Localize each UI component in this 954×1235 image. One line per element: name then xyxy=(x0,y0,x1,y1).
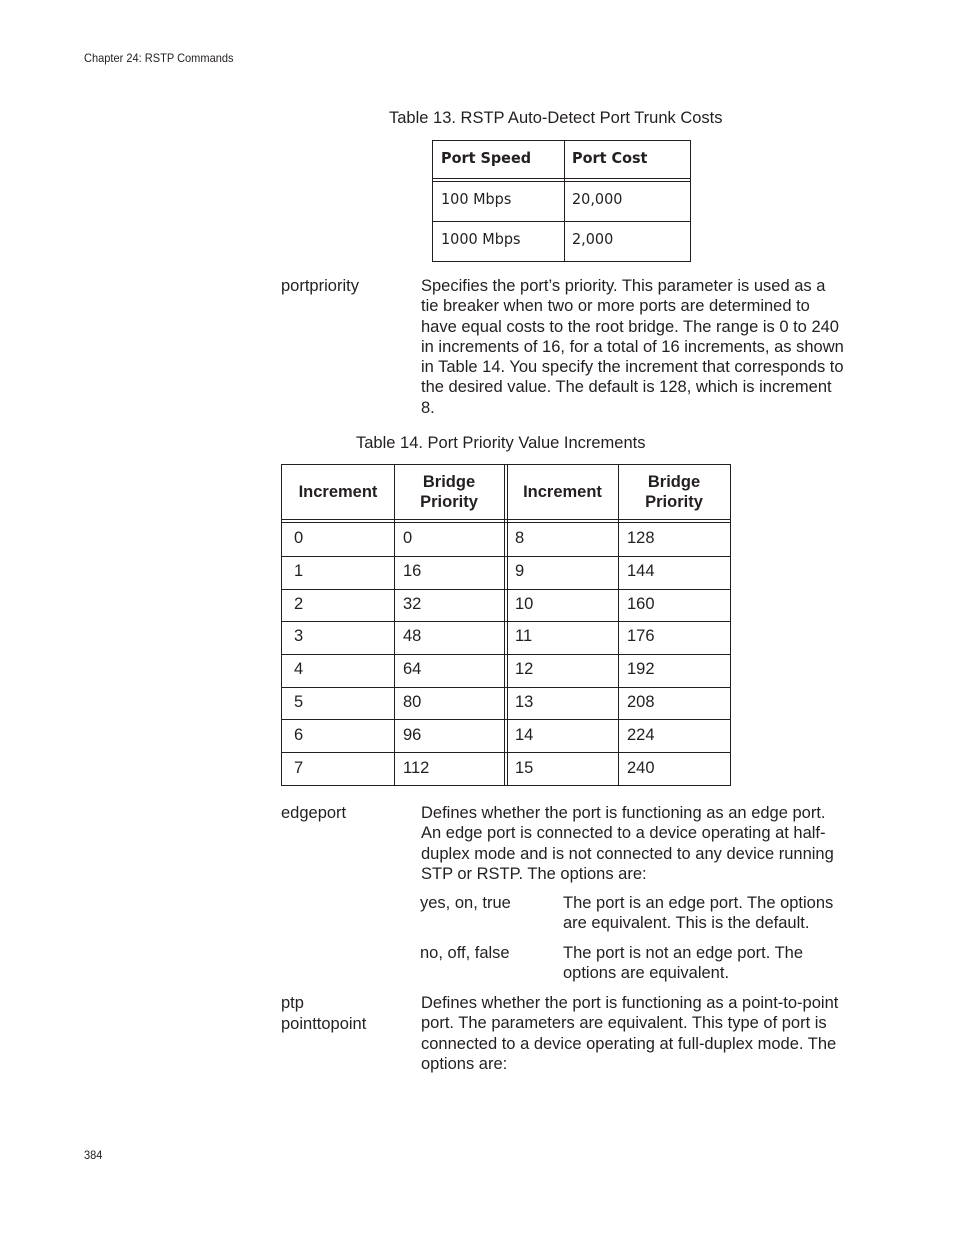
table-cell: 144 xyxy=(627,561,655,580)
table-cell: 208 xyxy=(627,693,655,711)
table-cell: 100 Mbps xyxy=(441,190,512,208)
table-cell: 32 xyxy=(403,594,422,613)
table-cell: 96 xyxy=(403,725,422,744)
port-priority-table xyxy=(281,464,731,786)
column-header-port-cost: Port Cost xyxy=(572,149,648,167)
table-cell: 112 xyxy=(403,758,430,777)
term-ptp: ptp xyxy=(281,994,304,1012)
edgeport-description: Defines whether the port is functioning as an edge port. An edge port is connected to a device operating at half-duplex mode and is not connected to any device running STP or RSTP. The options are: xyxy=(421,804,834,883)
table-cell: 3 xyxy=(294,627,304,646)
column-header-bridge-priority: Bridge Priority xyxy=(645,473,703,511)
table-cell: 16 xyxy=(403,561,422,580)
ptp-description: Defines whether the port is functioning as a point-to-point port. The parameters are equivalent. This type of port is connected to a device operating at full-duplex mode. The options are: xyxy=(421,994,839,1073)
table-cell: 0 xyxy=(294,529,304,547)
term-portpriority: portpriority xyxy=(281,277,359,295)
page-number: 384 xyxy=(84,1148,103,1162)
table-cell: 0 xyxy=(403,529,413,547)
table-cell: 224 xyxy=(627,725,655,744)
option-value: no, off, false xyxy=(420,944,510,962)
table-13-caption: Table 13. RSTP Auto-Detect Port Trunk Costs xyxy=(389,109,723,127)
table-cell: 240 xyxy=(627,758,655,777)
column-header-increment: Increment xyxy=(523,483,602,501)
table-cell: 15 xyxy=(515,758,534,777)
column-header-increment: Increment xyxy=(298,483,378,501)
option-description: The port is not an edge port. The options are equivalent. xyxy=(563,944,804,983)
table-cell: 160 xyxy=(627,594,655,613)
option-value: yes, on, true xyxy=(420,894,511,912)
table-cell: 176 xyxy=(627,627,655,646)
column-header-bridge-priority: Bridge Priority xyxy=(420,473,478,511)
table-cell: 12 xyxy=(515,660,534,679)
table-cell: 192 xyxy=(627,660,655,679)
table-cell: 128 xyxy=(627,529,655,547)
table-cell: 2,000 xyxy=(572,230,614,248)
table-cell: 80 xyxy=(403,693,422,711)
option-description: The port is an edge port. The options are equivalent. This is the default. xyxy=(563,894,834,933)
table-cell: 10 xyxy=(515,594,534,613)
table-cell: 11 xyxy=(515,627,533,646)
table-cell: 20,000 xyxy=(572,190,623,208)
table-cell: 1 xyxy=(294,561,304,580)
running-header: Chapter 24: RSTP Commands xyxy=(84,51,234,65)
table-cell: 13 xyxy=(515,693,534,711)
column-header-port-speed: Port Speed xyxy=(441,149,532,167)
table-cell: 8 xyxy=(515,529,525,547)
table-cell: 4 xyxy=(294,660,304,679)
table-14-caption: Table 14. Port Priority Value Increments xyxy=(356,434,646,452)
table-cell: 14 xyxy=(515,725,534,744)
table-cell: 64 xyxy=(403,660,422,679)
term-pointtopoint: pointtopoint xyxy=(281,1015,367,1033)
table-cell: 5 xyxy=(294,693,304,711)
table-cell: 1000 Mbps xyxy=(441,230,521,248)
table-cell: 2 xyxy=(294,594,304,613)
port-cost-table xyxy=(432,140,691,262)
term-edgeport: edgeport xyxy=(281,804,347,822)
portpriority-description: Specifies the port’s priority. This parameter is used as a tie breaker when two or more ports are determined to have equal costs to the root bridge. The range is 0 to 240 in increments of 16, for a total of 16 increments, as shown in Table 14. You specify the increment that corresponds to the desired value. The default is 128, which is increment 8. xyxy=(421,277,844,417)
table-cell: 6 xyxy=(294,725,304,744)
table-cell: 48 xyxy=(403,627,422,646)
table-cell: 9 xyxy=(515,561,525,580)
table-cell: 7 xyxy=(294,758,304,777)
